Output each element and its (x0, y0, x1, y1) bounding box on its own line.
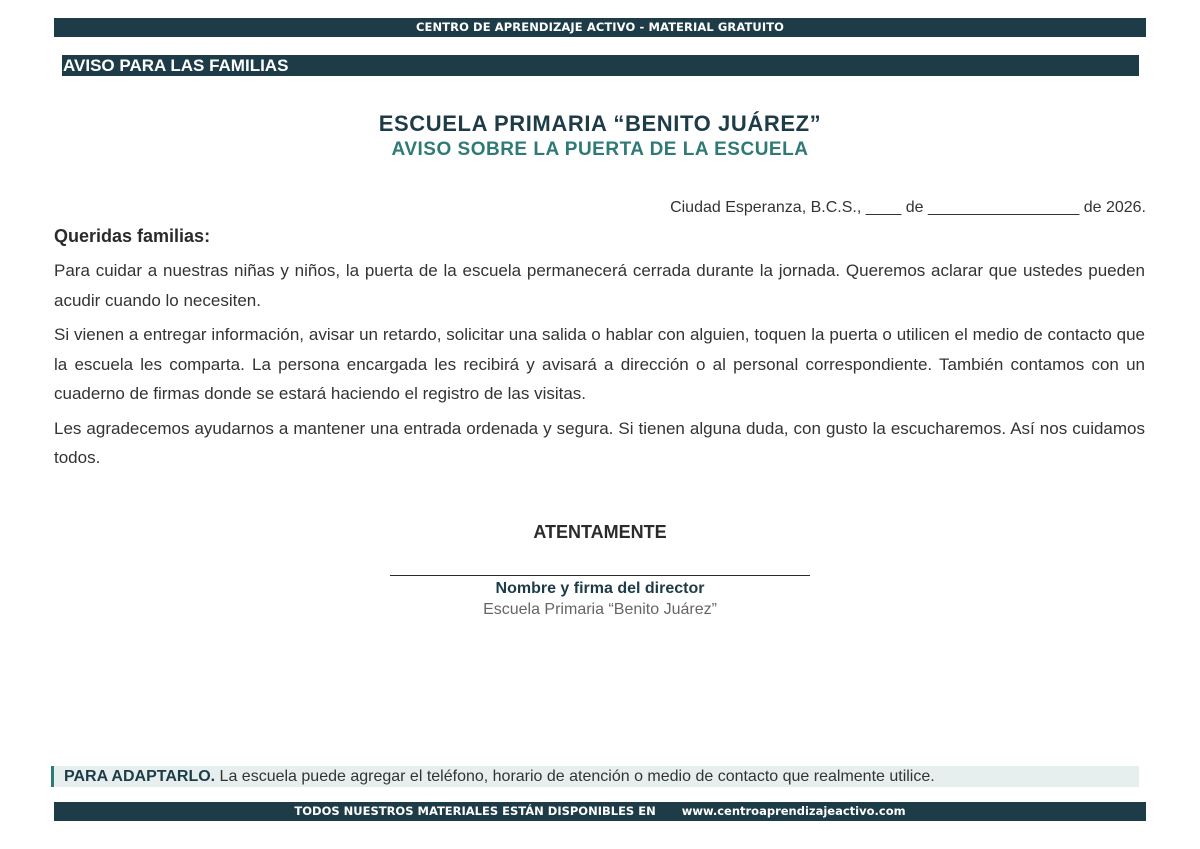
signer-school: Escuela Primaria “Benito Juárez” (483, 601, 717, 618)
greeting: Queridas familias: (54, 226, 211, 246)
adapt-note-label: PARA ADAPTARLO. (64, 768, 216, 785)
school-title: ESCUELA PRIMARIA “BENITO JUÁREZ” (378, 111, 822, 136)
section-heading: AVISO PARA LAS FAMILIAS (62, 55, 1139, 76)
signature-line (390, 575, 810, 576)
notice-subtitle: AVISO SOBRE LA PUERTA DE LA ESCUELA (391, 139, 809, 160)
body-text (54, 256, 1145, 478)
footer-url[interactable]: www.centroaprendizajeactivo.com (681, 804, 906, 818)
closing: ATENTAMENTE (533, 522, 667, 542)
adapt-note (51, 766, 1139, 787)
date-line: Ciudad Esperanza, B.C.S., ____ de _________________ de 2026. (670, 199, 1146, 216)
paragraph: Les agradecemos ayudarnos a mantener una entrada ordenada y segura. Si tienen alguna duda, con gusto la escucharemos. Así nos cuidamos todos. (54, 418, 1145, 467)
footer-text: TODOS NUESTROS MATERIALES ESTÁN DISPONIBLES EN (294, 804, 656, 818)
title-block (0, 110, 1200, 162)
footer-banner (54, 802, 1146, 821)
signer-name: Nombre y firma del director (495, 580, 705, 597)
adapt-note-text: La escuela puede agregar el teléfono, horario de atención o medio de contacto que realmente utilice. (215, 768, 935, 785)
paragraph: Si vienen a entregar información, avisar un retardo, solicitar una salida o hablar con alguien, toquen la puerta o utilicen el medio de contacto que la escuela les comparta. La persona encargada les recibirá y avisará a dirección o al personal correspondiente. También contamos con un cuaderno de firmas donde se estará haciendo el registro de las visitas. (54, 325, 1145, 403)
paragraph: Para cuidar a nuestras niñas y niños, la puerta de la escuela permanecerá cerrada durante la jornada. Queremos aclarar que ustedes pueden acudir cuando lo necesiten. (54, 261, 1145, 310)
top-banner: CENTRO DE APRENDIZAJE ACTIVO - MATERIAL GRATUITO (54, 18, 1146, 37)
